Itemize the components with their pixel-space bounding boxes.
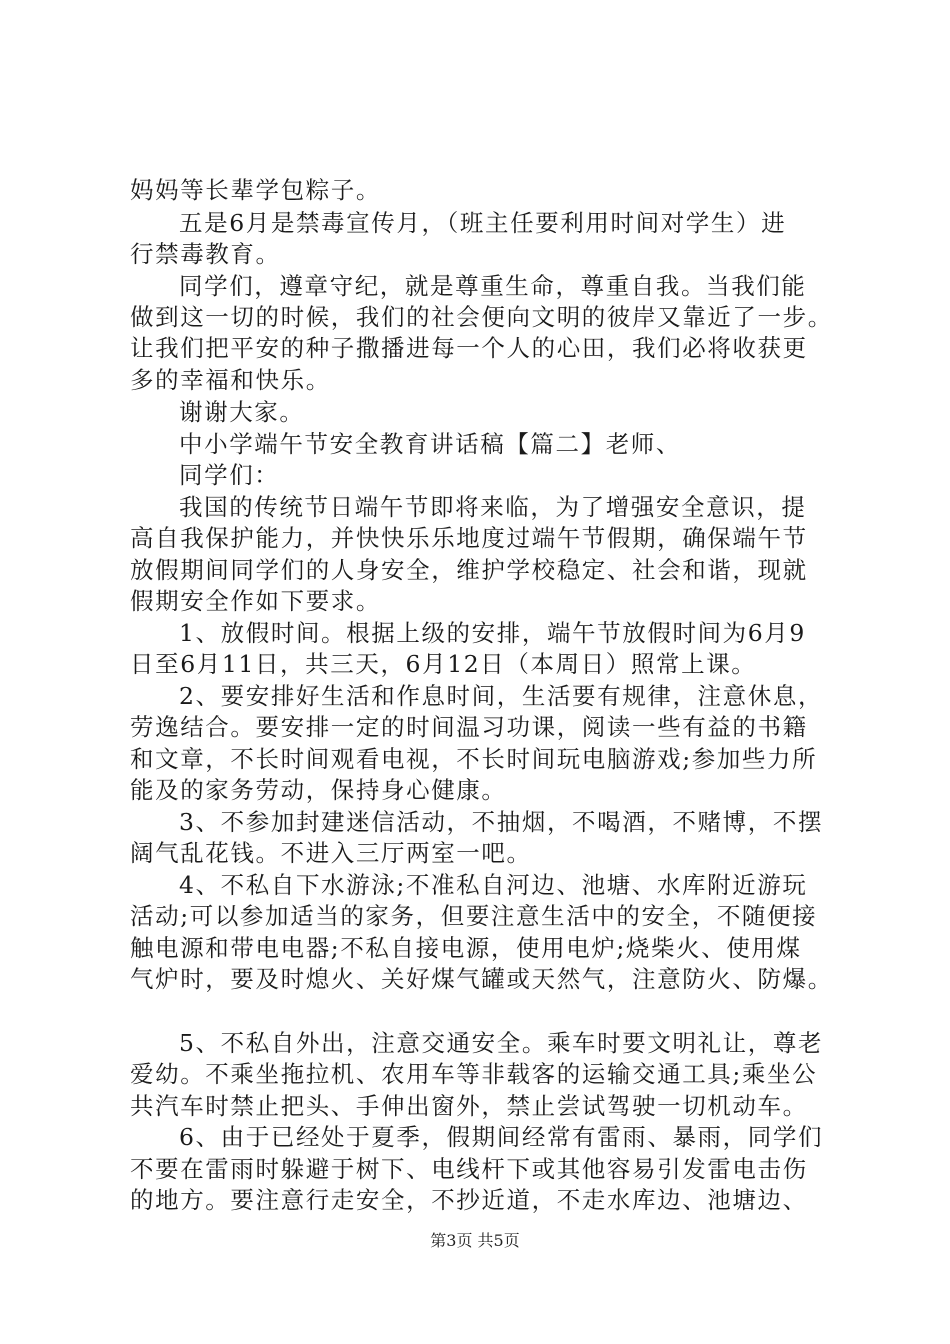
text-line: 我国的传统节日端午节即将来临，为了增强安全意识，提	[179, 493, 807, 521]
page-number-footer: 第3页 共5页	[430, 1231, 520, 1250]
text-line: 和文章，不长时间观看电视，不长时间玩电脑游戏;参加些力所	[130, 745, 818, 773]
text-line: 同学们：	[179, 461, 280, 489]
text-line: 同学们，遵章守纪，就是尊重生命，尊重自我。当我们能	[179, 272, 807, 300]
text-line: 多的幸福和快乐。	[130, 366, 331, 394]
text-line: 5、不私自外出，注意交通安全。乘车时要文明礼让，尊老	[179, 1029, 824, 1057]
text-line: 日至6月11日，共三天，6月12日（本周日）照常上课。	[130, 650, 757, 678]
text-line: 行禁毒教育。	[130, 240, 281, 268]
text-line: 6、由于已经处于夏季，假期间经常有雷雨、暴雨，同学们	[179, 1123, 824, 1151]
text-line: 劳逸结合。要安排一定的时间温习功课，阅读一些有益的书籍	[130, 713, 808, 741]
text-line: 共汽车时禁止把头、手伸出窗外，禁止尝试驾驶一切机动车。	[130, 1092, 808, 1120]
text-line: 假期安全作如下要求。	[130, 587, 381, 615]
text-line: 让我们把平安的种子撒播进每一个人的心田，我们必将收获更	[130, 334, 808, 362]
text-line: 五是6月是禁毒宣传月，（班主任要利用时间对学生）进	[179, 209, 787, 237]
text-line: 爱幼。不乘坐拖拉机、农用车等非载客的运输交通工具;乘坐公	[130, 1060, 818, 1088]
text-line: 触电源和带电电器;不私自接电源，使用电炉;烧柴火、使用煤	[130, 934, 802, 962]
text-line: 妈妈等长辈学包粽子。	[130, 176, 381, 204]
text-line: 能及的家务劳动，保持身心健康。	[130, 776, 507, 804]
text-line: 的地方。要注意行走安全，不抄近道，不走水库边、池塘边、	[130, 1186, 808, 1214]
text-line: 放假期间同学们的人身安全，维护学校稳定、社会和谐，现就	[130, 556, 808, 584]
text-line: 2、要安排好生活和作息时间，生活要有规律，注意休息，	[179, 682, 824, 710]
text-line: 高自我保护能力，并快快乐乐地度过端午节假期，确保端午节	[130, 524, 808, 552]
text-line: 1、放假时间。根据上级的安排，端午节放假时间为6月9	[179, 619, 806, 647]
text-line: 中小学端午节安全教育讲话稿【篇二】老师、	[179, 430, 681, 458]
text-line: 做到这一切的时候，我们的社会便向文明的彼岸又靠近了一步。	[130, 303, 833, 331]
text-line: 阔气乱花钱。不进入三厅两室一吧。	[130, 839, 532, 867]
text-line: 4、不私自下水游泳;不准私自河边、池塘、水库附近游玩	[179, 871, 808, 899]
text-line: 不要在雷雨时躲避于树下、电线杆下或其他容易引发雷电击伤	[130, 1155, 808, 1183]
text-line: 活动;可以参加适当的家务，但要注意生活中的安全，不随便接	[130, 902, 818, 930]
text-line: 3、不参加封建迷信活动，不抽烟，不喝酒，不赌博，不摆	[179, 808, 824, 836]
text-line: 谢谢大家。	[179, 398, 305, 426]
text-line: 气炉时，要及时熄火、关好煤气罐或天然气，注意防火、防爆。	[130, 965, 833, 993]
